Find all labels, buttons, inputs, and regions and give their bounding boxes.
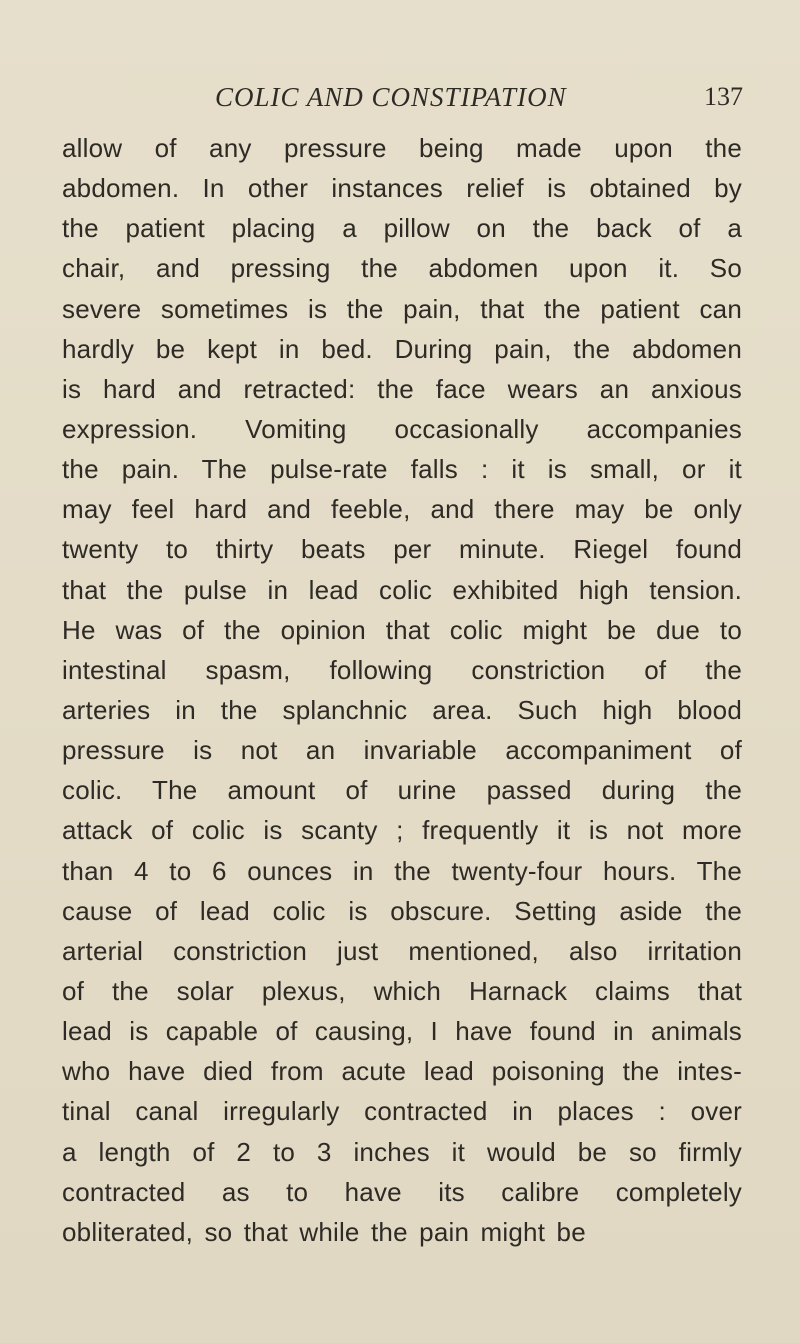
text-line: intestinal spasm, following constriction of the [62,654,742,685]
text-line: the patient placing a pillow on the back of a [62,213,742,244]
text-line: attack of colic is scanty ; frequently it is not more [62,815,742,846]
text-line: pressure is not an invariable accompaniment of [62,735,742,766]
running-head [0,82,800,122]
text-line: hardly be kept in bed. During pain, the abdomen [62,333,742,364]
text-line: expression. Vomiting occasionally accompanies [62,413,742,444]
text-line: abdomen. In other instances relief is obtained by [62,173,742,204]
text-line: allow of any pressure being made upon the [62,133,742,163]
text-line: of the solar plexus, which Harnack claims that [62,975,742,1006]
text-line: lead is capable of causing, I have found in animals [62,1016,742,1047]
text-line: may feel hard and feeble, and there may be only [62,494,742,525]
text-line: arteries in the splanchnic area. Such high blood [62,694,742,725]
text-line: chair, and pressing the abdomen upon it. So [62,253,742,284]
text-line: who have died from acute lead poisoning the intes- [62,1056,742,1087]
running-title: COLIC AND CONSTIPATION [215,82,567,112]
text-line: that the pulse in lead colic exhibited high tension. [62,574,742,605]
text-line: arterial constriction just mentioned, also irritation [62,935,742,966]
text-line: contracted as to have its calibre completely [62,1176,742,1207]
text-line: colic. The amount of urine passed during the [62,775,742,806]
text-line: the pain. The pulse-rate falls : it is small, or it [62,454,742,485]
text-line: He was of the opinion that colic might be due to [62,614,742,645]
text-line: tinal canal irregularly contracted in places : over [62,1096,742,1127]
text-line: a length of 2 to 3 inches it would be so firmly [62,1136,742,1167]
text-line: twenty to thirty beats per minute. Riegel found [62,534,742,565]
text-line: cause of lead colic is obscure. Setting aside the [62,895,742,926]
text-line: than 4 to 6 ounces in the twenty-four hours. The [62,855,742,886]
text-line: severe sometimes is the pain, that the patient can [62,293,742,324]
body-text [62,128,742,1252]
text-line: is hard and retracted: the face wears an anxious [62,373,742,404]
text-line: obliterated, so that while the pain might be [62,1216,586,1247]
page-number: 137 [704,82,743,111]
